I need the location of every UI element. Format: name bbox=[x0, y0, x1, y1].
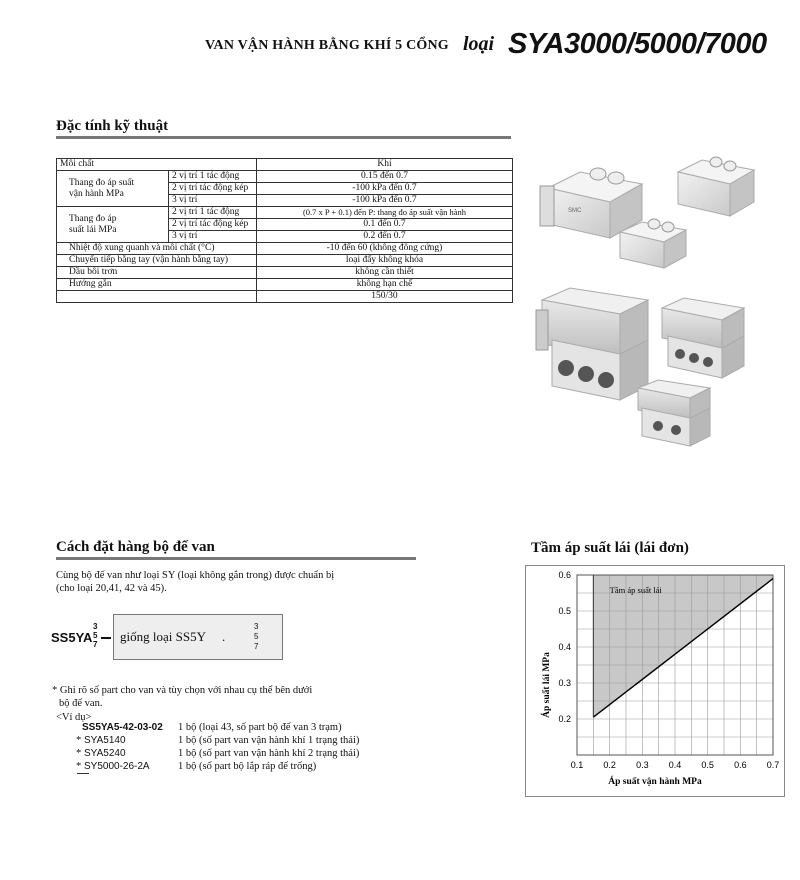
x-tick-label: 0.2 bbox=[603, 760, 616, 770]
table-cell: Dầu bôi trơn bbox=[57, 267, 257, 279]
table-cell: không cần thiết bbox=[257, 267, 513, 279]
table-cell: 2 vị trí 1 tác động bbox=[169, 207, 257, 219]
x-tick-label: 0.4 bbox=[668, 760, 682, 770]
order-box-text: giống loại SS5Y bbox=[120, 629, 206, 644]
order-box-digits: 3 5 7 bbox=[254, 622, 259, 651]
table-cell: 2 vị trí 1 tác động bbox=[169, 171, 257, 183]
header-title: VAN VẬN HÀNH BẰNG KHÍ 5 CỔNG bbox=[205, 38, 449, 53]
valve-image bbox=[540, 168, 642, 238]
y-tick-label: 0.3 bbox=[558, 678, 571, 688]
table-cell bbox=[57, 291, 257, 303]
pilot-pressure-chart bbox=[525, 565, 785, 797]
y-tick-label: 0.6 bbox=[558, 570, 571, 580]
table-row bbox=[57, 267, 513, 279]
table-row bbox=[57, 279, 513, 291]
y-tick-label: 0.4 bbox=[558, 642, 571, 652]
list-item: * SYA5240 1 bộ (số part van vận hành khí 2 trạng thái) bbox=[76, 748, 360, 759]
table-cell: 3 vị trí bbox=[169, 195, 257, 207]
svg-text:SMC: SMC bbox=[568, 208, 582, 214]
table-cell: 2 vị trí tác động kép bbox=[169, 183, 257, 195]
order-title-rule bbox=[56, 557, 416, 560]
x-tick-label: 0.1 bbox=[570, 760, 584, 770]
underline-mark bbox=[77, 773, 89, 774]
example-label: <Ví dụ> bbox=[56, 712, 92, 723]
table-row bbox=[57, 243, 513, 255]
table-cell: -10 đến 60 (không đông cứng) bbox=[257, 243, 513, 255]
table-cell: -100 kPa đến 0.7 bbox=[257, 183, 513, 195]
list-item: * SYA5140 1 bộ (số part van vận hành khí 1 trạng thái) bbox=[76, 735, 360, 746]
table-cell: 150/30 bbox=[257, 291, 513, 303]
table-row bbox=[57, 171, 513, 183]
y-tick-label: 0.5 bbox=[558, 606, 571, 616]
table-cell: Khí bbox=[257, 159, 513, 171]
table-cell: 0.2 đến 0.7 bbox=[257, 231, 513, 243]
x-tick-label: 0.5 bbox=[701, 760, 714, 770]
table-cell: Hướng gắn bbox=[57, 279, 257, 291]
chart-title: Tầm áp suất lái (lái đơn) bbox=[531, 540, 689, 556]
specs-title: Đặc tính kỹ thuật bbox=[56, 118, 169, 134]
table-row bbox=[57, 291, 513, 303]
header-model: SYA3000/5000/7000 bbox=[508, 28, 767, 60]
order-box bbox=[113, 614, 283, 660]
table-row bbox=[57, 255, 513, 267]
table-row bbox=[57, 159, 513, 171]
x-tick-label: 0.6 bbox=[734, 760, 747, 770]
table-cell-op-pressure: Thang đo áp suất vận hành MPa bbox=[57, 171, 169, 207]
table-cell: 0.15 đến 0.7 bbox=[257, 171, 513, 183]
order-box-dot: . bbox=[222, 629, 226, 644]
x-axis-label: Áp suất vận hành MPa bbox=[608, 777, 702, 787]
order-code-prefix: SS5YA bbox=[51, 630, 93, 645]
table-row bbox=[57, 207, 513, 219]
x-tick-label: 0.3 bbox=[636, 760, 649, 770]
table-cell: Chuyển tiếp bằng tay (vận hành bằng tay) bbox=[57, 255, 257, 267]
order-code-dash bbox=[101, 637, 111, 639]
order-intro: Cùng bộ đế van như loại SY (loại không gắn trong) được chuẩn bị (cho loại 20,41, 42 và 45). bbox=[56, 570, 335, 594]
table-cell: -100 kPa đến 0.7 bbox=[257, 195, 513, 207]
spec-table bbox=[56, 158, 513, 303]
order-note: * Ghi rõ số part cho van và tùy chọn với nhau cụ thể bên dưới bộ đế van. bbox=[52, 685, 313, 709]
list-item: SS5YA5-42-03-02 1 bộ (loại 43, số part bộ đế van 3 trạm) bbox=[82, 722, 342, 733]
table-cell: loại đẩy không khóa bbox=[257, 255, 513, 267]
order-code-digits: 3 5 7 bbox=[93, 622, 98, 649]
table-cell: (0.7 x P + 0.1) đến P: thang đo áp suất vận hành bbox=[257, 207, 513, 219]
header-type-word: loại bbox=[463, 33, 495, 55]
valve-image bbox=[678, 157, 754, 216]
table-cell: 0.1 đến 0.7 bbox=[257, 219, 513, 231]
table-cell: 3 vị trí bbox=[169, 231, 257, 243]
product-photo bbox=[530, 150, 792, 460]
chart-annotation: Tầm áp suất lái bbox=[609, 585, 662, 595]
x-tick-label: 0.7 bbox=[766, 760, 780, 770]
asterisk-icon: * bbox=[52, 685, 58, 696]
specs-title-rule bbox=[56, 136, 511, 139]
table-cell: 2 vị trí tác động kép bbox=[169, 219, 257, 231]
table-cell: Nhiệt độ xung quanh và môi chất (°C) bbox=[57, 243, 257, 255]
manifold-image bbox=[662, 298, 744, 378]
table-cell: không hạn chế bbox=[257, 279, 513, 291]
manifold-image bbox=[638, 380, 710, 446]
manifold-image bbox=[536, 288, 648, 400]
order-title: Cách đặt hàng bộ đế van bbox=[56, 539, 215, 555]
example-list bbox=[76, 721, 359, 773]
y-axis-label: Áp suất lái MPa bbox=[542, 652, 552, 718]
table-cell-pilot-pressure: Thang đo áp suất lái MPa bbox=[57, 207, 169, 243]
y-tick-label: 0.2 bbox=[558, 714, 571, 724]
table-cell: Môi chất bbox=[57, 159, 257, 171]
list-item: * SY5000-26-2A 1 bộ (số part bộ lắp ráp đế trống) bbox=[76, 761, 317, 772]
